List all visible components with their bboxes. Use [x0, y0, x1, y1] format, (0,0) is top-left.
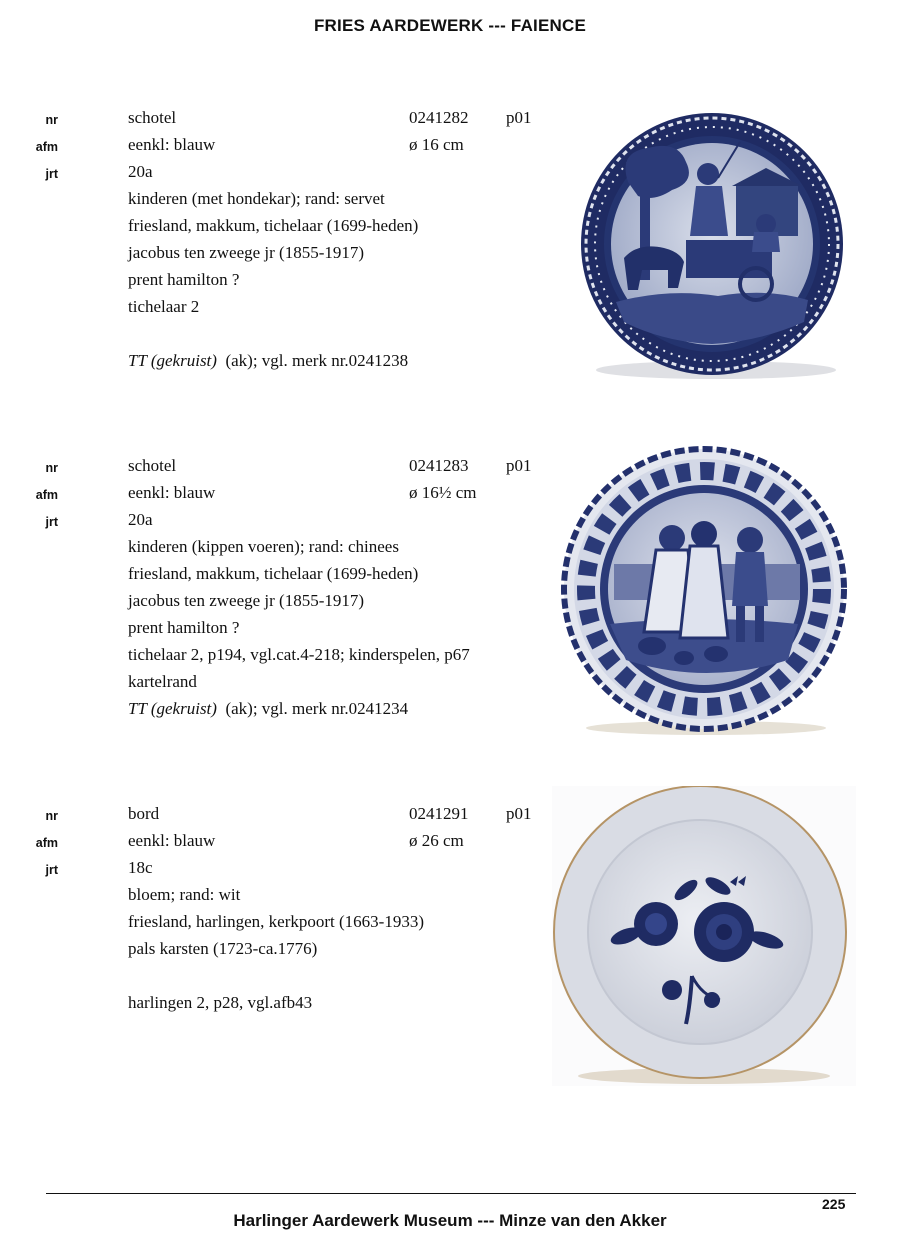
field-value: kinderen (kippen voeren); rand: chinees — [128, 537, 399, 556]
field-value: 20a — [128, 510, 153, 529]
field-label: nr — [45, 461, 58, 475]
object-number: 0241283 — [409, 456, 469, 475]
field-row-literatuur — [0, 645, 560, 671]
plate-photo — [556, 446, 852, 738]
dimensions: ø 26 cm — [409, 831, 464, 850]
field-value: prent hamilton ? — [128, 618, 240, 637]
mark-italic: TT (gekruist) — [128, 699, 217, 718]
field-value: 20a — [128, 162, 153, 181]
field-row-voorwerp — [0, 456, 560, 482]
field-value: jacobus ten zweege jr (1855-1917) — [128, 243, 365, 262]
field-value: bloem; rand: wit — [128, 885, 241, 904]
field-row-kleur — [0, 135, 560, 161]
field-value — [128, 699, 408, 719]
field-value: eenkl: blauw — [128, 135, 216, 154]
photo-code: p01 — [506, 108, 532, 127]
field-value: eenkl: blauw — [128, 831, 216, 850]
plate-photo — [568, 112, 858, 384]
mark-note: (ak); vgl. merk nr.0241234 — [225, 699, 409, 718]
field-value: friesland, makkum, tichelaar (1699-heden) — [128, 564, 419, 583]
field-value: harlingen 2, p28, vgl.afb43 — [128, 993, 313, 1012]
field-value: kinderen (met hondekar); rand: servet — [128, 189, 385, 208]
object-number: 0241282 — [409, 108, 469, 127]
field-row-voorbeeld — [0, 966, 560, 992]
field-label: jrt — [45, 515, 58, 529]
photo-code: p01 — [506, 456, 532, 475]
field-row-datering — [0, 162, 560, 188]
field-row-opschrift — [0, 351, 560, 377]
field-value: friesland, harlingen, kerkpoort (1663-1933) — [128, 912, 424, 931]
footer-divider — [46, 1193, 856, 1194]
field-row-fabrikaat — [0, 912, 560, 938]
page-number: 225 — [822, 1196, 846, 1212]
field-value: eenkl: blauw — [128, 483, 216, 502]
field-row-opmerking — [0, 1020, 560, 1046]
field-row-literatuur — [0, 297, 560, 323]
field-value: pals karsten (1723-ca.1776) — [128, 939, 318, 958]
field-value: 18c — [128, 858, 153, 877]
object-number: 0241291 — [409, 804, 469, 823]
field-row-voorstelling — [0, 189, 560, 215]
field-row-datering — [0, 510, 560, 536]
dimensions: ø 16 cm — [409, 135, 464, 154]
field-row-kleur — [0, 483, 560, 509]
field-row-opschrift — [0, 699, 560, 725]
field-row-datering — [0, 858, 560, 884]
dimensions: ø 16½ cm — [409, 483, 477, 502]
field-label: afm — [35, 140, 58, 154]
field-row-voorwerp — [0, 804, 560, 830]
field-row-opmerking — [0, 672, 560, 698]
field-label: nr — [45, 113, 58, 127]
mark-italic: TT (gekruist) — [128, 351, 217, 370]
field-value: bord — [128, 804, 160, 823]
field-row-voorbeeld — [0, 270, 560, 296]
field-row-schilder — [0, 243, 560, 269]
plate-photo — [552, 786, 856, 1086]
field-row-literatuur — [0, 993, 560, 1019]
page-title: FRIES AARDEWERK --- FAIENCE — [313, 16, 587, 35]
field-value: tichelaar 2, p194, vgl.cat.4-218; kinderspelen, p67 — [128, 645, 470, 664]
field-row-schilder — [0, 591, 560, 617]
field-value: kartelrand — [128, 672, 197, 691]
photo-code: p01 — [506, 804, 532, 823]
field-row-voorstelling — [0, 537, 560, 563]
field-row-fabrikaat — [0, 564, 560, 590]
field-row-fabrikaat — [0, 216, 560, 242]
field-value: schotel — [128, 108, 177, 127]
field-value: friesland, makkum, tichelaar (1699-heden) — [128, 216, 419, 235]
field-row-voorwerp — [0, 108, 560, 134]
field-row-kleur — [0, 831, 560, 857]
field-value: jacobus ten zweege jr (1855-1917) — [128, 591, 365, 610]
mark-note: (ak); vgl. merk nr.0241238 — [225, 351, 409, 370]
field-row-voorbeeld — [0, 618, 560, 644]
field-value — [128, 351, 408, 371]
field-label: jrt — [45, 863, 58, 877]
field-row-opmerking — [0, 324, 560, 350]
footer-text: Harlinger Aardewerk Museum --- Minze van den Akker — [233, 1211, 667, 1230]
field-label: nr — [45, 809, 58, 823]
field-value: schotel — [128, 456, 177, 475]
field-value: prent hamilton ? — [128, 270, 240, 289]
field-label: jrt — [45, 167, 58, 181]
field-value: tichelaar 2 — [128, 297, 200, 316]
field-label: afm — [35, 488, 58, 502]
field-label: afm — [35, 836, 58, 850]
field-row-schilder — [0, 939, 560, 965]
field-row-opschrift — [0, 1047, 560, 1073]
field-row-voorstelling — [0, 885, 560, 911]
